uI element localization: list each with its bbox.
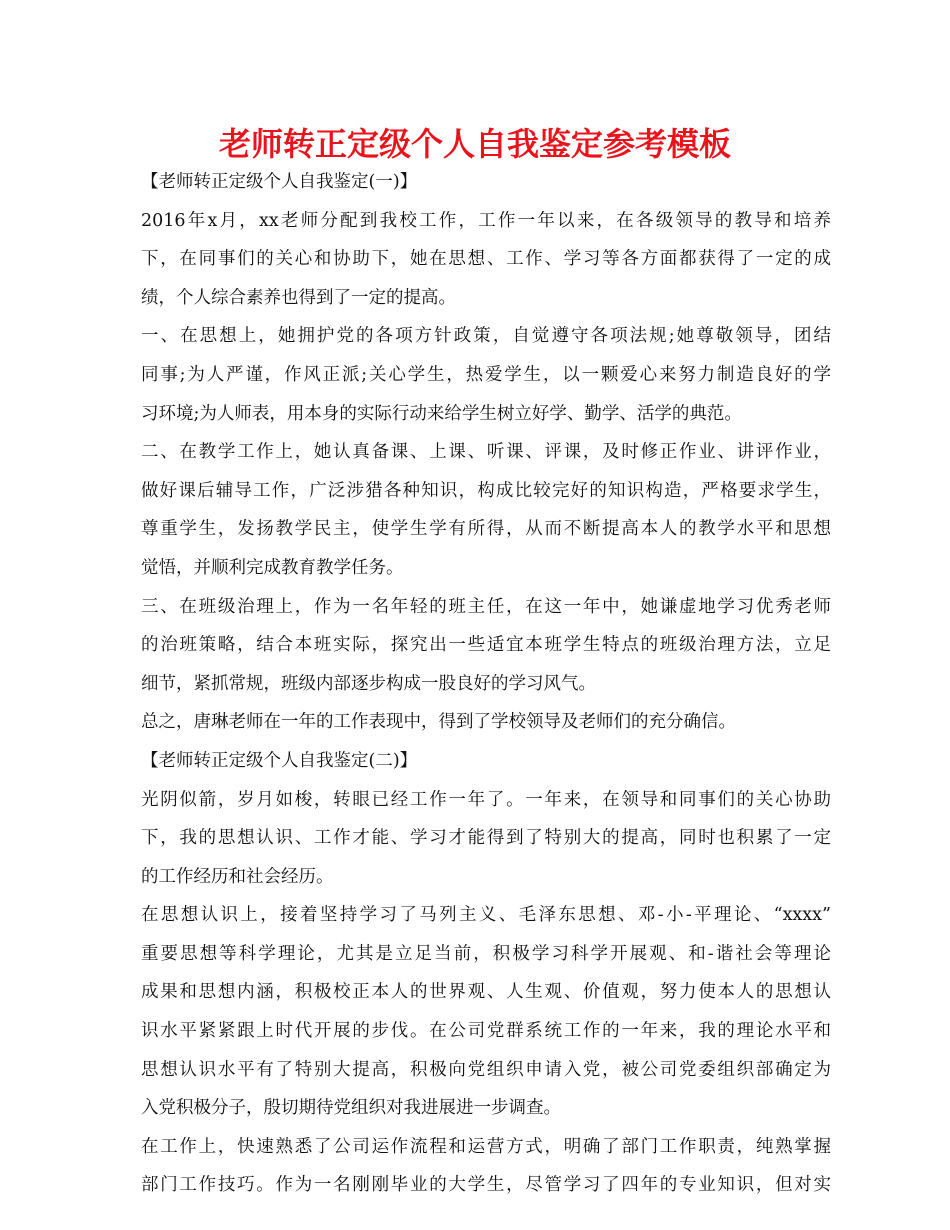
text-line: 入党积极分子，殷切期待党组织对我进展进一步调查。 bbox=[141, 1098, 561, 1119]
text-line: 【老师转正定级个人自我鉴定(二)】 bbox=[141, 750, 418, 771]
text-line: 2016年x月，xx老师分配到我校工作，工作一年以来，在各级领导的教导和培养 bbox=[141, 210, 831, 231]
text-line: 做好课后辅导工作，广泛涉猎各种知识，构成比较完好的知识构造，严格要求学生， bbox=[141, 480, 831, 501]
page-title: 老师转正定级个人自我鉴定参考模板 bbox=[218, 125, 731, 163]
text-line: 在思想认识上，接着坚持学习了马列主义、毛泽东思想、邓-小-平理论、“xxxx” bbox=[141, 905, 831, 926]
text-line: 二、在教学工作上，她认真备课、上课、听课、评课，及时修正作业、讲评作业， bbox=[141, 442, 831, 463]
text-line: 部门工作技巧。作为一名刚刚毕业的大学生，尽管学习了四年的专业知识，但对实 bbox=[141, 1175, 831, 1196]
text-line: 的工作经历和社会经历。 bbox=[141, 866, 334, 887]
text-line: 下，我的思想认识、工作才能、学习才能得到了特别大的提高，同时也积累了一定 bbox=[141, 828, 831, 849]
text-line: 觉悟，并顺利完成教育教学任务。 bbox=[141, 557, 404, 578]
document-body bbox=[141, 163, 831, 1205]
text-line: 绩，个人综合素养也得到了一定的提高。 bbox=[141, 287, 456, 308]
text-line: 识水平紧紧跟上时代开展的步伐。在公司党群系统工作的一年来，我的理论水平和 bbox=[141, 1021, 831, 1042]
text-line: 在工作上，快速熟悉了公司运作流程和运营方式，明确了部门工作职责，纯熟掌握 bbox=[141, 1136, 831, 1157]
text-line: 成果和思想内涵，积极校正本人的世界观、人生观、价值观，努力使本人的思想认 bbox=[141, 982, 831, 1003]
text-line: 【老师转正定级个人自我鉴定(一)】 bbox=[141, 172, 418, 192]
text-line: 同事;为人严谨，作风正派;关心学生，热爱学生，以一颗爱心来努力制造良好的学 bbox=[141, 364, 831, 385]
text-line: 习环境;为人师表，用本身的实际行动来给学生树立好学、勤学、活学的典范。 bbox=[141, 403, 742, 424]
text-line: 细节，紧抓常规，班级内部逐步构成一股良好的学习风气。 bbox=[141, 673, 596, 694]
text-line: 尊重学生，发扬教学民主，使学生学有所得，从而不断提高本人的教学水平和思想 bbox=[141, 519, 831, 540]
text-line: 三、在班级治理上，作为一名年轻的班主任，在这一年中，她谦虚地学习优秀老师 bbox=[141, 596, 831, 617]
text-line: 一、在思想上，她拥护党的各项方针政策，自觉遵守各项法规;她尊敬领导，团结 bbox=[141, 326, 831, 347]
text-line: 的治班策略，结合本班实际，探究出一些适宜本班学生特点的班级治理方法，立足 bbox=[141, 635, 831, 656]
text-line: 重要思想等科学理论，尤其是立足当前，积极学习科学开展观、和-谐社会等理论 bbox=[141, 943, 831, 964]
text-line: 下，在同事们的关心和协助下，她在思想、工作、学习等各方面都获得了一定的成 bbox=[141, 249, 831, 270]
text-line: 总之，唐琳老师在一年的工作表现中，得到了学校领导及老师们的充分确信。 bbox=[141, 712, 736, 733]
text-line: 思想认识水平有了特别大提高，积极向党组织申请入党，被公司党委组织部确定为 bbox=[141, 1059, 831, 1080]
text-line: 光阴似箭，岁月如梭，转眼已经工作一年了。一年来，在领导和同事们的关心协助 bbox=[141, 789, 831, 810]
